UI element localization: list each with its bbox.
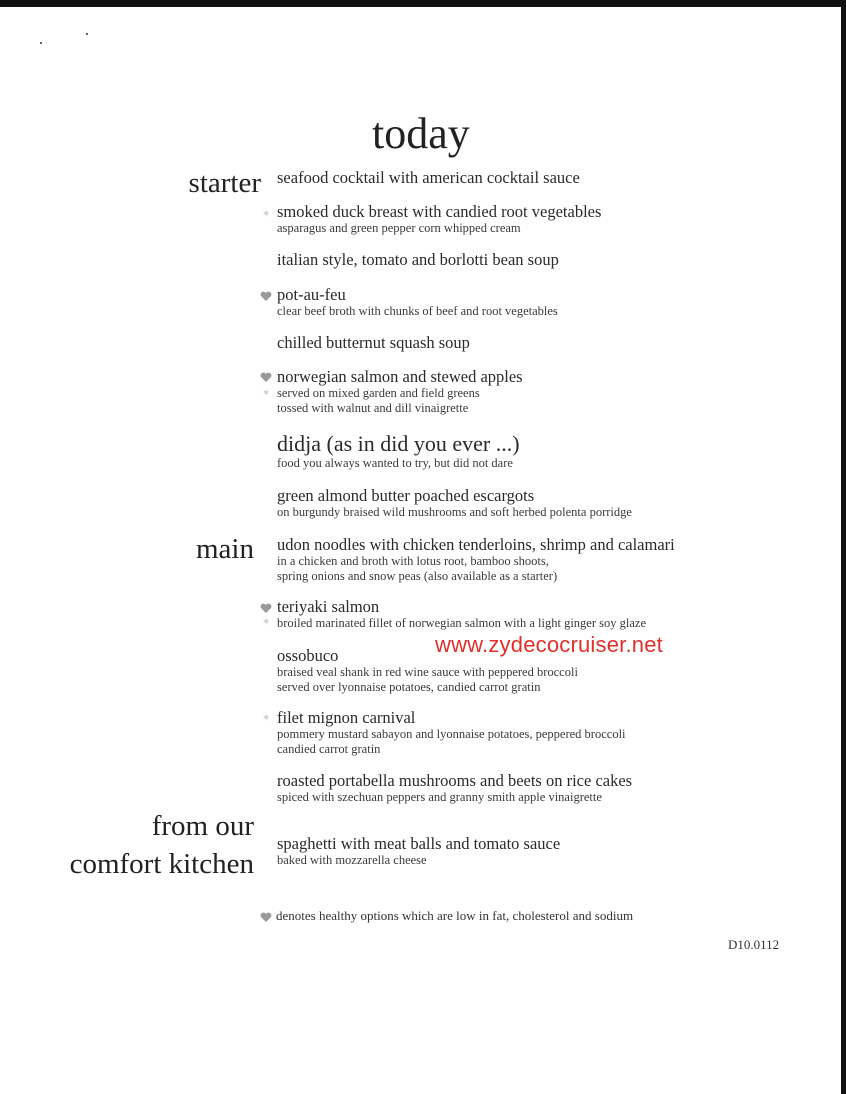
star-icon: ✶ <box>262 617 271 628</box>
menu-code: D10.0112 <box>728 937 780 952</box>
item-name: pot-au-feu <box>277 285 346 304</box>
menu-item <box>277 597 646 631</box>
menu-item <box>277 285 558 319</box>
menu-item <box>277 432 520 471</box>
item-name: green almond butter poached escargots <box>277 486 535 505</box>
footnote: denotes healthy options which are low in fat, cholesterol and sodium <box>276 908 634 923</box>
item-name: smoked duck breast with candied root vegetables <box>277 202 602 221</box>
star-icon: ✶ <box>262 713 271 724</box>
menu-item <box>277 708 626 757</box>
item-desc: served over lyonnaise potatoes, candied carrot gratin <box>277 680 541 694</box>
item-desc: in a chicken and broth with lotus root, bamboo shoots, <box>277 554 549 568</box>
item-name: filet mignon carnival <box>277 708 416 727</box>
item-name: teriyaki salmon <box>277 597 380 616</box>
menu-title: today <box>372 109 470 158</box>
item-name: udon noodles with chicken tenderloins, shrimp and calamari <box>277 535 675 554</box>
item-desc: braised veal shank in red wine sauce with peppered broccoli <box>277 665 578 679</box>
item-name: didja (as in did you ever ...) <box>277 431 520 456</box>
scan-speck <box>40 42 42 44</box>
item-desc: asparagus and green pepper corn whipped cream <box>277 221 521 235</box>
item-desc: baked with mozzarella cheese <box>277 853 427 867</box>
heart-icon <box>260 372 272 382</box>
scan-top-border <box>0 0 846 7</box>
section-starter: starter <box>188 167 261 199</box>
item-desc: on burgundy braised wild mushrooms and soft herbed polenta porridge <box>277 505 632 519</box>
menu-item <box>277 250 559 269</box>
item-name: ossobuco <box>277 646 339 665</box>
watermark: www.zydecocruiser.net <box>435 632 663 657</box>
scan-speck <box>86 33 88 35</box>
item-name: spaghetti with meat balls and tomato sauce <box>277 834 561 853</box>
star-icon: ✶ <box>262 209 271 220</box>
heart-icon <box>260 291 272 301</box>
section-comfort-line2: comfort kitchen <box>69 848 254 880</box>
item-desc: tossed with walnut and dill vinaigrette <box>277 401 469 415</box>
item-desc: served on mixed garden and field greens <box>277 386 480 400</box>
menu-item <box>277 834 560 868</box>
menu-item <box>277 367 523 416</box>
heart-icon <box>260 603 272 613</box>
section-comfort-line1: from our <box>151 810 254 842</box>
item-name: norwegian salmon and stewed apples <box>277 367 523 386</box>
section-main: main <box>196 533 254 565</box>
menu-item <box>277 202 601 236</box>
item-name: seafood cocktail with american cocktail sauce <box>277 168 580 187</box>
item-desc: candied carrot gratin <box>277 742 381 756</box>
item-name: italian style, tomato and borlotti bean soup <box>277 250 559 269</box>
menu-item <box>277 771 632 805</box>
item-desc: spiced with szechuan peppers and granny smith apple vinaigrette <box>277 790 602 804</box>
item-desc: broiled marinated fillet of norwegian salmon with a light ginger soy glaze <box>277 616 646 630</box>
scan-right-border <box>841 0 846 1094</box>
menu-item <box>277 535 675 584</box>
menu-item <box>277 333 470 352</box>
star-icon: ✶ <box>262 388 271 399</box>
menu-item <box>277 168 580 187</box>
item-desc: spring onions and snow peas (also available as a starter) <box>277 569 558 583</box>
item-name: roasted portabella mushrooms and beets on rice cakes <box>277 771 633 790</box>
item-name: chilled butternut squash soup <box>277 333 470 352</box>
heart-icon <box>260 912 272 922</box>
item-desc: clear beef broth with chunks of beef and root vegetables <box>277 304 558 318</box>
menu-item <box>277 486 632 520</box>
item-desc: pommery mustard sabayon and lyonnaise potatoes, peppered broccoli <box>277 727 626 741</box>
item-desc: food you always wanted to try, but did not dare <box>277 456 513 470</box>
